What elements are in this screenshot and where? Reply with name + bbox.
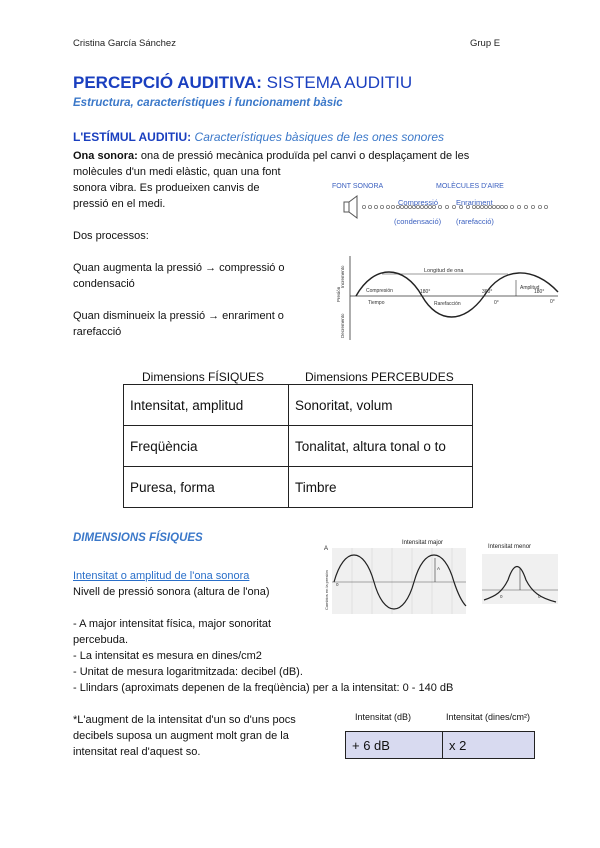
note-line1: *L'augment de la intensitat d'un so d'uns pocs — [73, 714, 296, 726]
amplitud-label: Amplitud — [520, 285, 540, 291]
intensity-block — [73, 568, 270, 600]
decremento-label: Decremento — [340, 313, 345, 338]
intensity-major-diagram — [322, 536, 470, 616]
intensitat-major-label: Intensitat major — [402, 540, 444, 546]
db-col2-header: Intensitat (dines/cm²) — [446, 712, 531, 722]
a-axis-label: A — [324, 546, 329, 552]
page-title — [73, 73, 412, 93]
wave-diagram — [334, 252, 562, 344]
sound-source-diagram — [330, 176, 560, 232]
section-heading — [73, 130, 444, 144]
process-compression — [73, 260, 285, 292]
longitud-label: Longitud de ona — [424, 268, 464, 274]
db-table — [345, 731, 535, 759]
deg-180-a: 180° — [420, 289, 431, 295]
axis-label: Cambios en la presión — [324, 570, 329, 610]
intensity-menor-diagram — [480, 540, 560, 610]
zero-label: 0 — [336, 582, 339, 587]
intensitat-menor-label: Intensitat menor — [488, 544, 532, 550]
table-row — [124, 426, 473, 467]
bullet-4: - Llindars (aproximats depenen de la freqüència) per a la intensitat: 0 - 140 dB — [73, 682, 454, 694]
zero-c-label: 0 — [538, 594, 541, 599]
section-heading-italic: Característiques bàsiques de les ones sonores — [194, 130, 445, 144]
title-bold: PERCEPCIÓ AUDITIVA: — [73, 73, 262, 92]
bullet-1b: percebuda. — [73, 634, 129, 646]
note-block — [73, 712, 296, 760]
note-line2: decibels suposa un augment molt gran de la — [73, 730, 289, 742]
zero-b-label: 0 — [500, 594, 503, 599]
dimensions-table — [123, 384, 473, 508]
bullet-3: - Unitat de mesura logaritmitzada: decibel (dB). — [73, 666, 303, 678]
note-line3: intensitat real d'aquest so. — [73, 746, 201, 758]
molecule-dots — [362, 205, 547, 208]
font-sonora-label: FONT SONORA — [332, 183, 384, 190]
process-rarefaction-a: Quan disminueix la pressió → enrariment o — [73, 310, 284, 322]
processes-intro: Dos processos: — [73, 230, 149, 242]
cell-percebuda: Timbre — [289, 467, 473, 508]
cell-percebuda: Tonalitat, altura tonal o to — [289, 426, 473, 467]
title-light: SISTEMA AUDITIU — [266, 73, 413, 92]
cell-percebuda: Sonoritat, volum — [289, 385, 473, 426]
ona-term: Ona sonora: — [73, 150, 138, 162]
ona-line3: sonora vibra. Es produeixen canvis de — [73, 182, 260, 194]
table-row — [124, 467, 473, 508]
section-heading-bold: L'ESTÍMUL AUDITIU: — [73, 130, 192, 144]
bullet-1a: - A major intensitat física, major sonoritat — [73, 618, 272, 630]
db-col1-header: Intensitat (dB) — [355, 712, 412, 722]
compresion-label: Compresión — [366, 288, 393, 294]
deg-0-b: 0° — [550, 299, 555, 305]
dines-value: x 2 — [443, 732, 535, 759]
cell-fisica: Intensitat, amplitud — [124, 385, 289, 426]
incremento-label: Incremento — [340, 265, 345, 288]
table-header-fisiques: Dimensions FÍSIQUES — [142, 370, 265, 384]
speaker-icon — [344, 196, 357, 218]
wave-curve — [356, 272, 558, 317]
rarefaccion-label: Rarefacción — [434, 301, 461, 307]
author-name: Cristina García Sánchez — [73, 38, 176, 49]
presion-label: Presión — [336, 286, 341, 302]
compressio-label: Compressió — [398, 198, 439, 207]
molecules-label: MOLÈCULES D'AIRE — [436, 183, 504, 190]
intensity-link[interactable]: Intensitat o amplitud de l'ona sonora — [73, 570, 250, 582]
rarefaccio-label: (rarefacció) — [456, 217, 494, 226]
deg-360: 360° — [482, 289, 493, 295]
process-rarefaction — [73, 308, 284, 340]
dimensions-fisiques-title: DIMENSIONS FÍSIQUES — [73, 532, 203, 544]
process-compression-b: condensació — [73, 278, 135, 290]
table-header-percebudes: Dimensions PERCEBUDES — [305, 370, 454, 384]
a-small-label: A — [437, 566, 441, 571]
process-compression-a: Quan augmenta la pressió → compressió o — [73, 262, 285, 274]
ona-line4: pressió en el medi. — [73, 198, 166, 210]
bullet-2: - La intensitat es mesura en dines/cm2 — [73, 650, 262, 662]
process-rarefaction-b: rarefacció — [73, 326, 122, 338]
condensacio-label: (condensació) — [394, 217, 442, 226]
deg-180-b: 180° — [534, 289, 545, 295]
ona-line2: molècules d'un medi elàstic, quan una font — [73, 166, 281, 178]
deg-0-a: 0° — [494, 300, 499, 306]
enrariment-label: Enrariment — [456, 198, 493, 207]
cell-fisica: Puresa, forma — [124, 467, 289, 508]
intensity-bullets — [73, 616, 593, 696]
group-label: Grup E — [470, 38, 501, 49]
db-value: + 6 dB — [346, 732, 443, 759]
page-subtitle: Estructura, característiques i funcionament bàsic — [73, 97, 343, 109]
cell-fisica: Freqüència — [124, 426, 289, 467]
nivell-text: Nivell de pressió sonora (altura de l'ona) — [73, 586, 270, 598]
table-row — [346, 732, 535, 759]
ona-line1: ona de pressió mecànica produïda pel canvi o desplaçament de les — [140, 150, 470, 162]
tiempo-label: Tiempo — [368, 300, 385, 306]
table-row — [124, 385, 473, 426]
